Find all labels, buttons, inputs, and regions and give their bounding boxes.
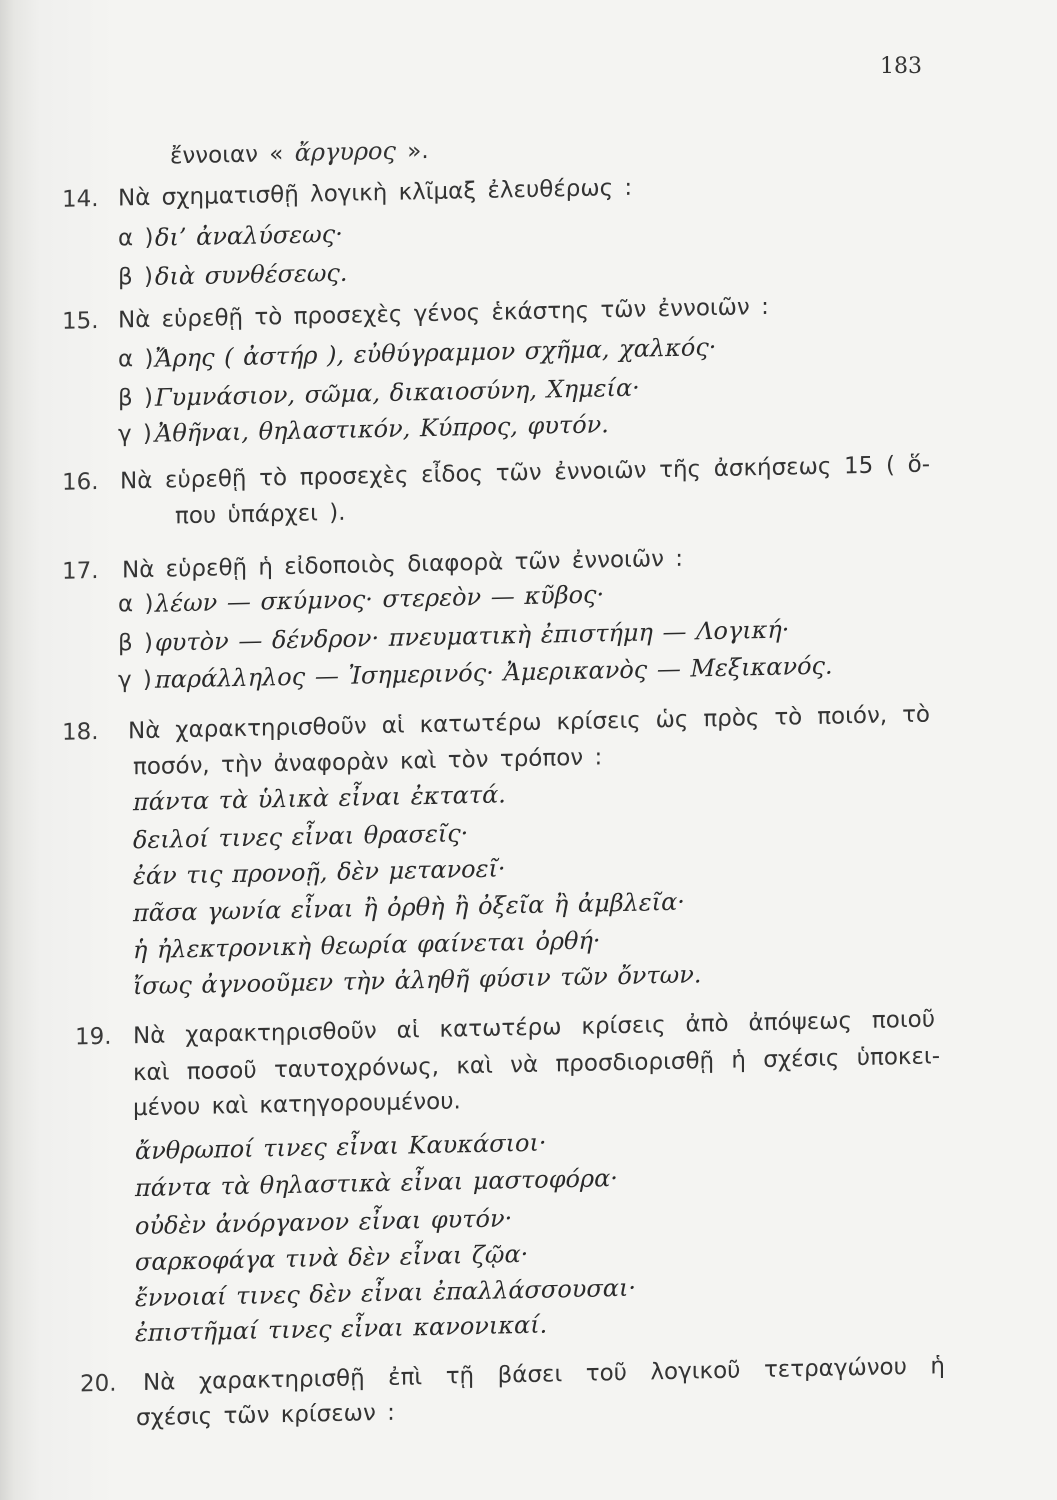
item-label: α ) [118,345,154,373]
example-sentence: οὐδὲν ἀνόργανον εἶναι φυτόν· [135,1204,513,1241]
example-sentence: πάντα τὰ ὑλικὰ εἶναι ἐκτατά. [133,780,506,817]
item-label: γ ) [118,666,152,694]
page-number: 183 [880,54,922,79]
exercise-number: 19. [75,1023,112,1051]
continuation-prefix: ἔννοιαν « [170,141,284,170]
example-sentence: ἐπιστῆμαί τινες εἶναι κανονικαί. [135,1310,548,1348]
example-sentence: σαρκοφάγα τινὰ δὲν εἶναι ζῷα· [135,1239,529,1277]
item-label: β ) [118,629,153,657]
exercise-text-continued: ποσόν, τὴν ἀναφορὰν καὶ τὸν τρόπον : [133,744,603,781]
example-sentence: πάντα τὰ θηλαστικὰ εἶναι μαστοφόρα· [135,1164,618,1203]
exercise-text: Νὰ εὑρεθῇ τὸ προσεχὲς γένος ἑκάστης τῶν ἐννοιῶν : [118,293,769,334]
exercise-text: Νὰ σχηματισθῇ λογικὴ κλῖμαξ ἐλευθέρως : [118,174,633,212]
exercise-text: Νὰ χαρακτηρισθῇ ἐπὶ τῇ βάσει τοῦ λογικοῦ τετραγώνου ἡ [143,1353,945,1397]
item-text: Ἀθῆναι, θηλαστικόν, Κύπρος, φυτόν. [155,410,609,448]
example-sentence: δειλοί τινες εἶναι θρασεῖς· [133,819,469,855]
item-label: γ ) [118,420,152,448]
item-label: β ) [118,384,153,412]
exercise-text-continued: μένου καὶ κατηγορουμένου. [133,1088,461,1122]
item-text: φυτὸν — δένδρον· πνευματικὴ ἐπιστήμη — Λογική· [155,615,790,657]
example-sentence: ἄνθρωποί τινες εἶναι Καυκάσιοι· [135,1128,547,1166]
exercise-number: 14. [62,185,99,213]
exercise-number: 18. [62,718,99,746]
exercise-number: 16. [62,468,99,496]
item-label: α ) [118,590,154,618]
item-text: διὰ συνθέσεως. [155,258,348,291]
exercise-number: 15. [62,307,99,335]
continuation-suffix: ». [407,138,429,165]
example-sentence: ἴσως ἀγνοοῦμεν τὴν ἀληθῆ φύσιν τῶν ὄντων. [133,960,702,1001]
item-text: Ἄρης ( ἀστήρ ), εὐθύγραμμον σχῆμα, χαλκός· [155,332,717,373]
continuation-term: ἄργυρος [294,136,396,167]
item-text: παράλληλος — Ἰσημερινός· Ἀμερικανὸς — Μεξικανός. [155,651,833,694]
exercise-number: 20. [80,1370,117,1398]
example-sentence: ἐάν τις προνοῇ, δὲν μετανοεῖ· [133,854,506,891]
exercise-text: Νὰ χαρακτηρισθοῦν αἱ κατωτέρω κρίσεις ἀπὸ ἀπόψεως ποιοῦ [133,1006,935,1050]
item-label: α ) [118,224,154,252]
exercise-number: 17. [62,557,99,585]
example-sentence: ἔννοιαί τινες δὲν εἶναι ἐπαλλάσσουσαι· [135,1273,636,1313]
example-sentence: ἡ ἠλεκτρονικὴ θεωρία φαίνεται ὀρθή· [133,926,601,965]
item-text: Γυμνάσιον, σῶμα, δικαιοσύνη, Χημεία· [155,373,640,412]
exercise-text: Νὰ εὑρεθῇ τὸ προσεχὲς εἶδος τῶν ἐννοιῶν τῆς ἀσκήσεως 15 ( ὅ- [120,451,930,495]
item-text: δι’ ἀναλύσεως· [155,219,343,252]
example-sentence: πᾶσα γωνία εἶναι ἢ ὀρθὴ ἢ ὀξεῖα ἢ ἀμβλεῖα· [133,887,685,928]
exercise-text-continued: καὶ ποσοῦ ταυτοχρόνως, καὶ νὰ προσδιορισθῇ ἡ σχέσις ὑποκει- [133,1043,940,1087]
exercise-text-continued: σχέσις τῶν κρίσεων : [136,1399,395,1432]
item-text: λέων — σκύμνος· στερεὸν — κῦβος· [155,580,605,618]
item-label: β ) [118,263,153,291]
continuation-line [170,135,429,171]
exercise-text-continued: που ὑπάρχει ). [175,499,346,530]
exercise-text: Νὰ χαρακτηρισθοῦν αἱ κατωτέρω κρίσεις ὡς πρὸς τὸ ποιόν, τὸ [128,701,930,745]
exercise-text: Νὰ εὑρεθῇ ἡ εἰδοποιὸς διαφορὰ τῶν ἐννοιῶν : [122,545,683,584]
